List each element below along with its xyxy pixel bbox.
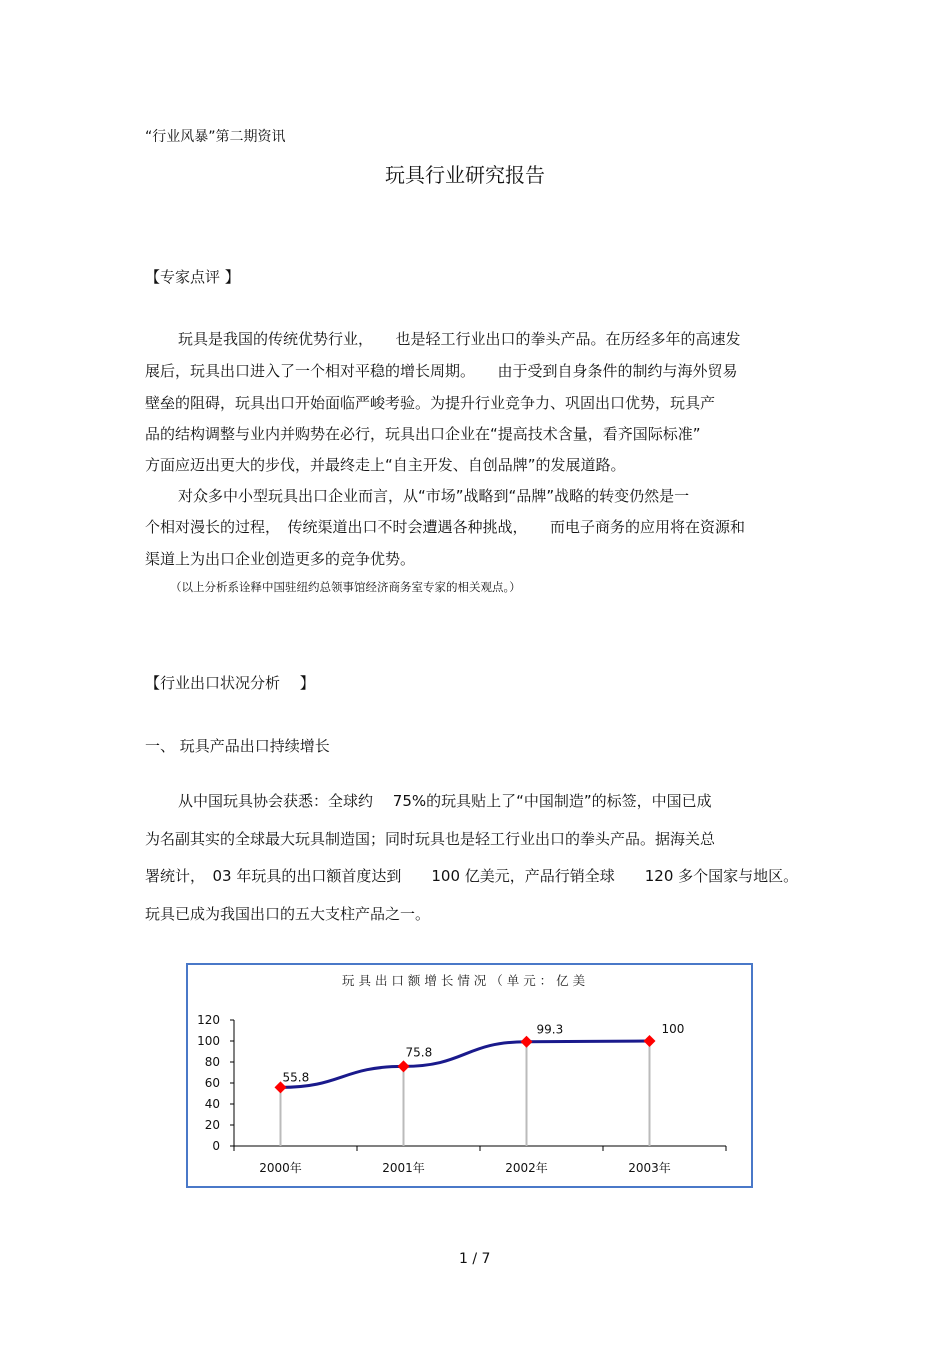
y-tick-label: 120 [197, 1013, 220, 1027]
analysis-paragraph-line: 从中国玩具协会获悉：全球约 75%的玩具贴上了“中国制造”的标签，中国已成 [178, 792, 712, 810]
data-label: 100 [661, 1022, 685, 1036]
y-tick-label: 40 [204, 1097, 220, 1111]
x-tick-label: 2002年 [505, 1161, 548, 1175]
expert-paragraph-line: 个相对漫长的过程， 传统渠道出口不时会遭遇各种挑战， 而电子商务的应用将在资源和 [145, 518, 746, 536]
analysis-paragraph-line: 署统计， 03 年玩具的出口额首度达到 100 亿美元，产品行销全球 120 多个国家与地区。 [145, 867, 799, 885]
data-label: 99.3 [536, 1022, 564, 1037]
y-tick-label: 100 [197, 1034, 220, 1048]
analysis-paragraph-line: 为名副其实的全球最大玩具制造国；同时玩具也是轻工行业出口的拳头产品。据海关总 [145, 830, 716, 848]
x-tick-label: 2000年 [259, 1161, 302, 1175]
y-tick-label: 60 [204, 1076, 220, 1090]
chart-series-line [281, 1041, 650, 1087]
chart-title: 玩 具 出 口 额 增 长 情 况 （ 单 元 ： 亿 美 [342, 973, 586, 988]
expert-paragraph-line: 方面应迈出更大的步伐，并最终走上“自主开发、自创品牌”的发展道路。 [145, 456, 626, 474]
expert-paragraph-line: 品的结构调整与业内并购势在必行，玩具出口企业在“提高技术含量，看齐国际标准” [145, 425, 701, 443]
data-label: 75.8 [405, 1045, 433, 1060]
data-point-marker [398, 1060, 410, 1072]
x-tick-label: 2001年 [382, 1161, 425, 1175]
analysis-paragraph-line: 玩具已成为我国出口的五大支柱产品之一。 [145, 905, 431, 923]
y-tick-label: 80 [204, 1055, 220, 1069]
analysis-heading: 【行业出口状况分析 】 [145, 674, 315, 692]
data-point-marker [521, 1036, 533, 1048]
x-tick-label: 2003年 [628, 1161, 671, 1175]
page-number: 1 / 7 [459, 1251, 491, 1267]
y-tick-label: 20 [204, 1118, 220, 1132]
expert-paragraph-line: 壁垒的阻碍，玩具出口开始面临严峻考验。为提升行业竞争力、巩固出口优势，玩具产 [145, 394, 716, 412]
export-growth-chart [186, 963, 753, 1188]
section-title: 一、 玩具产品出口持续增长 [145, 737, 330, 755]
expert-paragraph-line: 对众多中小型玩具出口企业而言，从“市场”战略到“品牌”战略的转变仍然是一 [178, 487, 690, 505]
expert-paragraph-line: 展后，玩具出口进入了一个相对平稳的增长周期。 由于受到自身条件的制约与海外贸易 [145, 362, 738, 380]
data-label: 55.8 [282, 1070, 310, 1085]
expert-heading: 【专家点评 】 [145, 268, 240, 286]
data-point-marker [644, 1035, 656, 1047]
source-note: （以上分析系诠释中国驻纽约总领事馆经济商务室专家的相关观点。） [170, 580, 521, 594]
series-note: “行业风暴”第二期资讯 [145, 129, 286, 145]
expert-paragraph-line: 玩具是我国的传统优势行业， 也是轻工行业出口的拳头产品。在历经多年的高速发 [178, 330, 741, 348]
page-title: 玩具行业研究报告 [385, 163, 545, 187]
y-tick-label: 0 [212, 1139, 220, 1153]
expert-paragraph-line: 渠道上为出口企业创造更多的竞争优势。 [145, 550, 416, 568]
